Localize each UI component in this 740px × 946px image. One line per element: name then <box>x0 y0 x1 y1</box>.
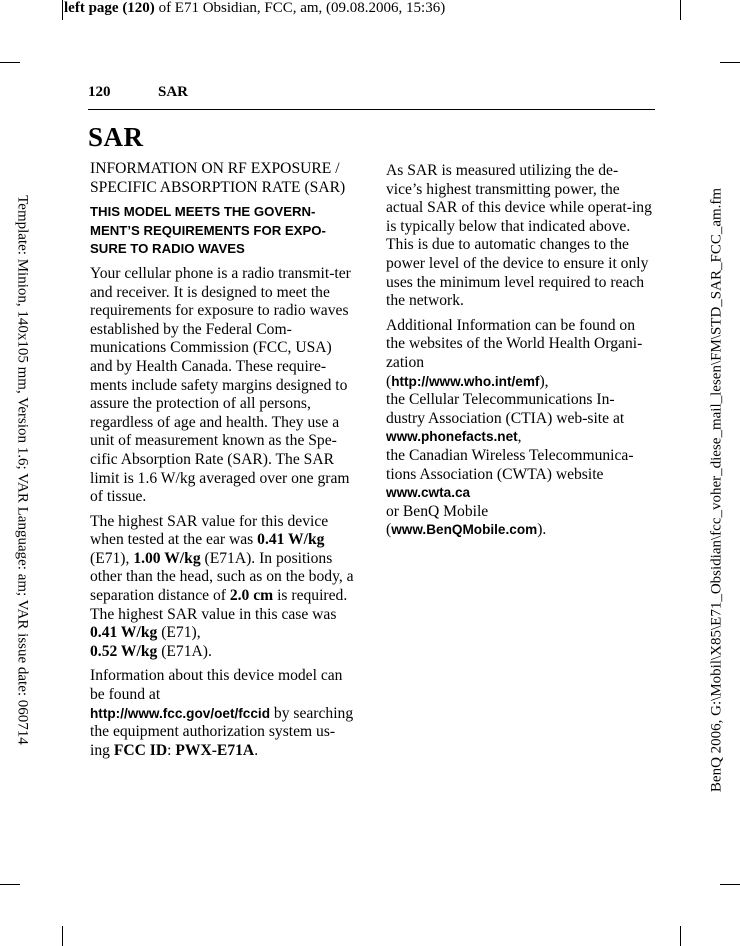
crop-mark <box>720 884 740 885</box>
text-run: the Cellular Telecommunications In-dustry Association (CTIA) web-site at <box>386 391 625 427</box>
header-rule <box>88 109 655 110</box>
benq-url: www.BenQMobile.com <box>391 522 538 538</box>
who-url: http://www.who.int/emf <box>391 373 540 389</box>
print-header-info: of E71 Obsidian, FCC, am, (09.08.2006, 15:36) <box>154 0 446 16</box>
fcc-url: http://www.fcc.gov/oet/fccid <box>90 705 270 721</box>
text-run: by searching the equipment authorization system us-ing <box>90 704 354 759</box>
text-run: (E71), <box>90 549 134 567</box>
sar-values-paragraph <box>90 513 355 662</box>
sar-ear-e71a: 1.00 W/kg <box>133 549 201 567</box>
print-header <box>64 0 445 17</box>
text-run: ). <box>537 521 547 539</box>
ctia-url: www.phonefacts.net <box>386 429 518 445</box>
text-run: ( <box>386 521 392 539</box>
crop-mark <box>0 884 20 885</box>
print-page-label: left page (120) <box>64 0 155 16</box>
cwta-url: www.cwta.ca <box>386 485 471 501</box>
sar-body-e71a: 0.52 W/kg <box>90 642 158 660</box>
requirements-notice: THIS MODEL MEETS THE GOVERN-MENT’S REQUIREMENTS FOR EXPO-SURE TO RADIO WAVES <box>90 204 326 257</box>
sar-ear-e71: 0.41 W/kg <box>257 531 325 549</box>
intro-paragraph: Your cellular phone is a radio transmit-ter and receiver. It is designed to meet the requirements for exposure to radio waves established by the Federal Com-munications Commission (FCC, USA) and by Health Canada. These require-ments include safety margins designed to assure the protection of all persons, regardless of age and health. They use a unit of measurement known as the Spe-cific Absorption Rate (SAR). The SAR limit is 1.6 W/kg averaged over one gram of tissue. <box>90 264 351 506</box>
measurement-paragraph: As SAR is measured utilizing the de-vice’s highest transmitting power, the actual SAR of this device while operat-ing is typically below that indicated above. This is due to automatic changes to the power level of the device to ensure it only uses the minimum level required to reach the network. <box>386 162 652 310</box>
text-run: ( <box>386 372 392 390</box>
page-title: SAR <box>88 122 144 152</box>
crop-mark <box>680 926 681 946</box>
text-run: Additional Information can be found on the websites of the World Health Organi-zation <box>386 316 643 371</box>
crop-mark <box>680 0 681 20</box>
text-run: is required. The highest SAR value in this case was <box>90 587 348 623</box>
left-column <box>90 160 355 766</box>
text-run: The highest SAR value for this device when tested at the ear was <box>90 512 329 549</box>
sar-body-e71: 0.41 W/kg <box>90 624 158 642</box>
text-run: , <box>517 428 522 446</box>
text-run: the Canadian Wireless Telecommunica-tions Association (CWTA) website <box>386 446 634 483</box>
running-head-section: SAR <box>158 84 189 100</box>
text-run: : <box>167 741 176 759</box>
crop-mark <box>0 62 20 63</box>
fcc-id-value: PWX-E71A <box>175 741 255 759</box>
fcc-id-label: FCC ID <box>113 741 168 759</box>
crop-mark <box>720 62 740 63</box>
subtitle: INFORMATION ON RF EXPOSURE / SPECIFIC ABSORPTION RATE (SAR) <box>90 160 346 196</box>
page-number: 120 <box>88 84 111 100</box>
text-run: (E71A). <box>157 642 212 660</box>
text-run: . <box>254 741 259 759</box>
additional-info-paragraph <box>386 317 652 540</box>
file-path-vertical: BenQ 2006, G:\Mobil\X85\E71_Obsidian\fcc_voher_diese_mail_lesen\FM\STD_SAR_FCC_am.fm <box>708 187 725 793</box>
crop-mark <box>62 926 63 946</box>
template-info-vertical: Template: Minion, 140x105 mm, Version 1.6; VAR Language: am; VAR issue date: 060714 <box>14 195 31 745</box>
separation-distance: 2.0 cm <box>229 587 274 605</box>
text-run: (E71), <box>157 624 201 642</box>
fcc-info-paragraph <box>90 667 355 760</box>
crop-mark <box>62 0 63 20</box>
text-run: Information about this device model can be found at <box>90 667 343 704</box>
text-run: or BenQ Mobile <box>386 502 489 520</box>
text-run: (E71A). In positions other than the head, such as on the body, a separation distance of <box>90 549 354 605</box>
right-column <box>386 162 652 546</box>
text-run: ), <box>539 372 549 390</box>
